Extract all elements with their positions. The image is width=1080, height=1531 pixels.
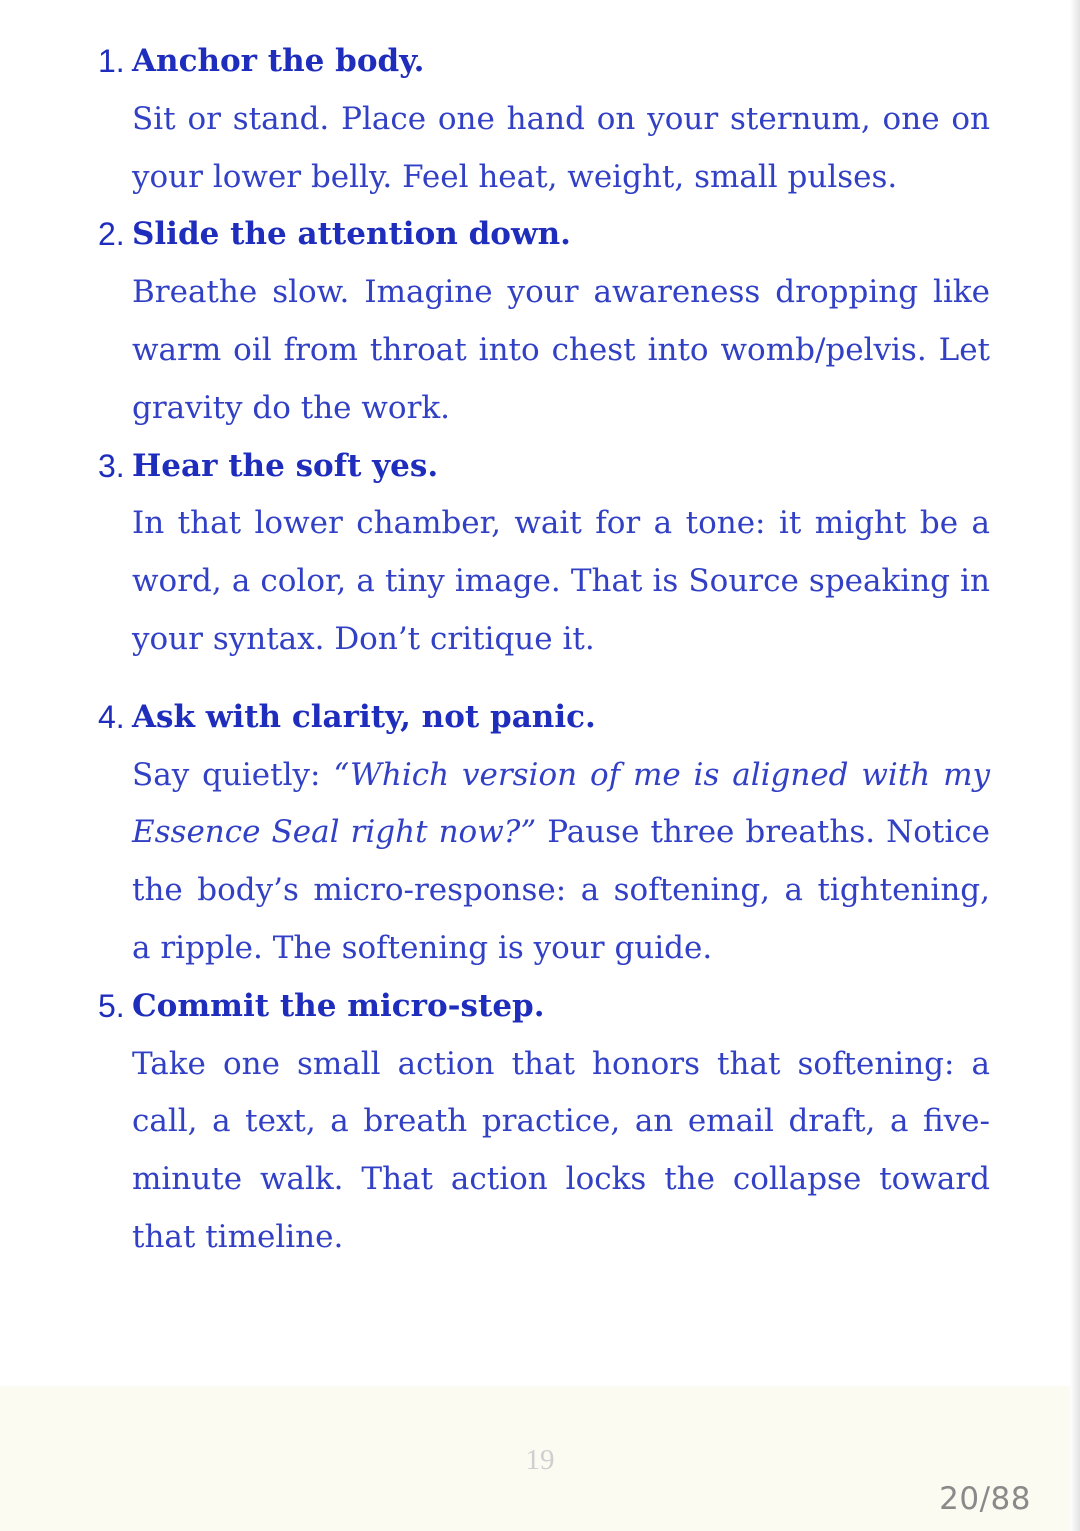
item-body: In that lower chamber, wait for a tone: it might be a word, a color, a tiny image. That is Source speaking in your syntax. Don’t critique it. bbox=[132, 505, 990, 657]
page-content bbox=[98, 33, 990, 1267]
list-item-3 bbox=[98, 438, 990, 669]
item-title: Anchor the body. bbox=[132, 43, 425, 79]
list-item-2 bbox=[98, 206, 990, 437]
item-number: 4. bbox=[98, 698, 125, 735]
item-body: Breathe slow. Imagine your awareness dropping like warm oil from throat into chest into womb/pelvis. Let gravity do the work. bbox=[132, 274, 990, 426]
item-number: 1. bbox=[98, 43, 125, 79]
item-body-prefix: Say quietly: bbox=[132, 756, 334, 793]
list-item-5 bbox=[98, 978, 990, 1267]
page-edge-shadow bbox=[1070, 0, 1080, 1531]
item-body: Sit or stand. Place one hand on your sternum, one on your lower belly. Feel heat, weight, small pulses. bbox=[132, 100, 990, 195]
item-title: Hear the soft yes. bbox=[132, 447, 439, 484]
item-number: 5. bbox=[98, 987, 125, 1024]
item-number: 3. bbox=[98, 447, 125, 484]
list-item-1 bbox=[98, 33, 990, 206]
list-item-4 bbox=[98, 689, 990, 978]
item-title: Ask with clarity, not panic. bbox=[132, 698, 596, 735]
item-quote: “Which version of me is aligned with my Essence Seal right now?” bbox=[132, 756, 991, 851]
item-number: 2. bbox=[98, 216, 125, 253]
item-title: Slide the attention down. bbox=[132, 216, 571, 253]
item-body: Take one small action that honors that softening: a call, a text, a breath practice, an email draft, a five-minute walk. That action locks the collapse toward that timeline. bbox=[132, 1045, 990, 1255]
item-body bbox=[132, 747, 990, 978]
reading-progress: 20/88 bbox=[939, 1481, 1031, 1517]
item-body-suffix: Pause three breaths. Notice the body’s micro-response: a softening, a tightening, a ripple. The softening is your guide. bbox=[132, 814, 991, 966]
page-number: 19 bbox=[525, 1444, 555, 1476]
item-title: Commit the micro-step. bbox=[132, 987, 545, 1024]
